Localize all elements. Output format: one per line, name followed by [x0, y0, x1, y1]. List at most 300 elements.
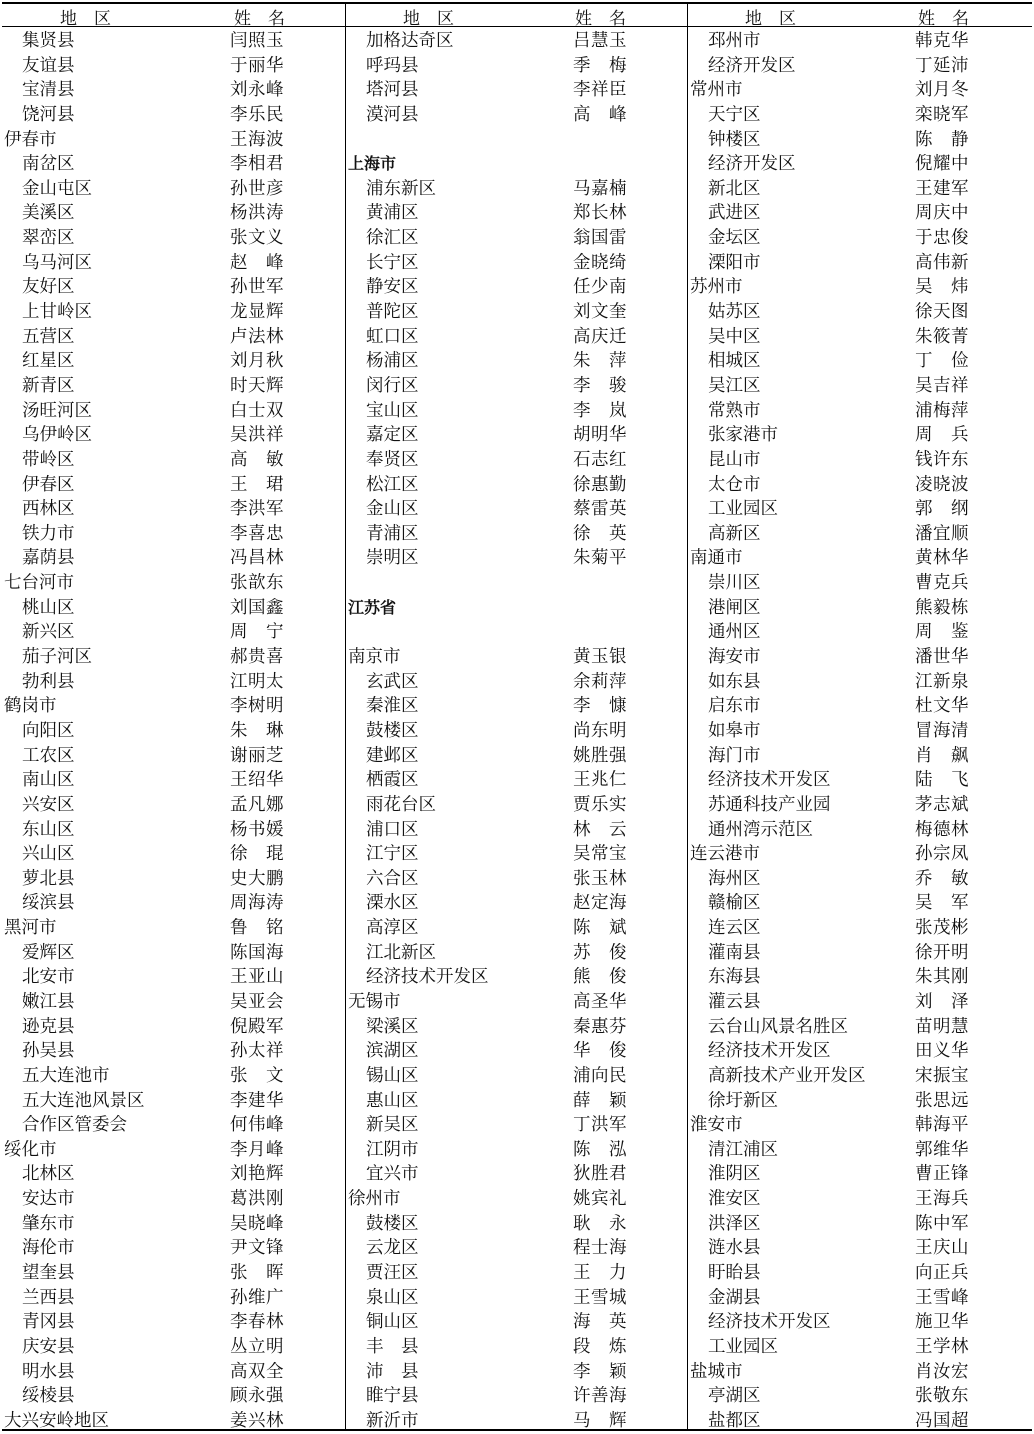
district-name: 钟楼区 — [708, 129, 761, 150]
person-name: 王兆仁 — [573, 770, 627, 791]
person-name: 周 宁 — [230, 622, 284, 643]
table-row — [2, 719, 345, 744]
district-name: 鼓楼区 — [366, 720, 419, 741]
table-row — [2, 349, 345, 374]
district-name: 向阳区 — [22, 720, 75, 741]
district-name: 汤旺河区 — [22, 400, 92, 421]
district-name: 兴山区 — [22, 844, 75, 865]
person-name: 孙维广 — [230, 1287, 284, 1308]
district-name: 经济开发区 — [708, 55, 796, 76]
table-row — [346, 275, 687, 300]
table-row — [688, 374, 1032, 399]
district-name: 如东县 — [708, 671, 761, 692]
person-name: 高双全 — [230, 1361, 284, 1382]
person-name: 潘宜顺 — [915, 523, 969, 544]
person-name: 蔡雷英 — [573, 499, 627, 520]
district-name: 新青区 — [22, 375, 75, 396]
district-name: 茄子河区 — [22, 647, 92, 668]
table-row — [688, 448, 1032, 473]
person-name: 施卫华 — [915, 1312, 969, 1333]
district-name: 惠山区 — [366, 1090, 419, 1111]
table-row — [2, 768, 345, 793]
person-name: 孙世彦 — [230, 178, 284, 199]
table-row — [2, 128, 345, 153]
table-row — [688, 744, 1032, 769]
table-row — [688, 1409, 1032, 1434]
province-heading-row — [346, 152, 687, 177]
table-row — [346, 1335, 687, 1360]
district-name: 相城区 — [708, 351, 761, 372]
table-row — [688, 941, 1032, 966]
table-row — [346, 1015, 687, 1040]
table-row — [688, 1236, 1032, 1261]
district-name: 赣榆区 — [708, 893, 761, 914]
table-row — [688, 251, 1032, 276]
person-name: 程士海 — [573, 1238, 627, 1259]
table-row — [688, 103, 1032, 128]
person-name: 冯国超 — [915, 1410, 969, 1431]
city-name: 鹤岗市 — [4, 696, 57, 717]
table-row — [688, 497, 1032, 522]
table-row — [346, 546, 687, 571]
table-row — [346, 497, 687, 522]
person-name: 丛立明 — [230, 1336, 284, 1357]
person-name: 陈中军 — [915, 1213, 969, 1234]
table-row — [2, 103, 345, 128]
district-name: 鼓楼区 — [366, 1213, 419, 1234]
district-name: 东海县 — [708, 967, 761, 988]
district-name: 宝清县 — [22, 80, 75, 101]
table-row — [2, 1236, 345, 1261]
table-row — [688, 177, 1032, 202]
district-name: 通州区 — [708, 622, 761, 643]
person-name: 卢法林 — [230, 326, 284, 347]
table-row — [346, 349, 687, 374]
person-name: 熊 俊 — [573, 967, 627, 988]
district-name: 新吴区 — [366, 1115, 419, 1136]
district-name: 徐圩新区 — [708, 1090, 778, 1111]
city-name: 绥化市 — [4, 1139, 57, 1160]
table-row — [346, 374, 687, 399]
district-name: 江阴市 — [366, 1139, 419, 1160]
district-name: 崇川区 — [708, 573, 761, 594]
person-name: 吴亚会 — [230, 991, 284, 1012]
name-header: 姓 名 — [234, 9, 285, 29]
region-header: 地 区 — [745, 9, 796, 29]
person-name: 段 炼 — [573, 1336, 627, 1357]
table-row — [2, 1187, 345, 1212]
district-name: 苏通科技产业园 — [708, 794, 831, 815]
table-row — [346, 1212, 687, 1237]
table-row — [688, 916, 1032, 941]
person-name: 徐惠勤 — [573, 474, 627, 495]
district-name: 栖霞区 — [366, 770, 419, 791]
person-name: 贾乐实 — [573, 794, 627, 815]
table-row — [346, 768, 687, 793]
table-row — [346, 1360, 687, 1385]
table-row — [346, 473, 687, 498]
table-row — [346, 522, 687, 547]
person-name: 华 俊 — [573, 1041, 627, 1062]
person-name: 朱 琳 — [230, 720, 284, 741]
table-row — [346, 645, 687, 670]
table-row — [2, 399, 345, 424]
table-row — [688, 793, 1032, 818]
table-row — [2, 325, 345, 350]
district-name: 桃山区 — [22, 597, 75, 618]
district-name: 奉贤区 — [366, 449, 419, 470]
district-name: 工业园区 — [708, 1336, 778, 1357]
person-name: 冒海清 — [915, 720, 969, 741]
table-row — [2, 916, 345, 941]
table-row — [346, 1310, 687, 1335]
table-row — [2, 1286, 345, 1311]
person-name: 尹文锋 — [230, 1238, 284, 1259]
table-row — [346, 103, 687, 128]
person-name: 吴洪祥 — [230, 425, 284, 446]
city-name: 南京市 — [348, 647, 401, 668]
district-name: 浦东新区 — [366, 178, 436, 199]
district-name: 铁力市 — [22, 523, 75, 544]
person-name: 薛 颖 — [573, 1090, 627, 1111]
district-name: 启东市 — [708, 696, 761, 717]
district-name: 绥棱县 — [22, 1386, 75, 1407]
district-name: 嘉荫县 — [22, 548, 75, 569]
district-name: 灌南县 — [708, 942, 761, 963]
district-name: 云龙区 — [366, 1238, 419, 1259]
table-row — [2, 1384, 345, 1409]
district-name: 江北新区 — [366, 942, 436, 963]
city-name: 伊春市 — [4, 129, 57, 150]
person-name: 朱菊平 — [573, 548, 627, 569]
person-name: 姚胜强 — [573, 745, 627, 766]
person-name: 陈 静 — [915, 129, 969, 150]
person-name: 刘艳辉 — [230, 1164, 284, 1185]
person-name: 吴 军 — [915, 893, 969, 914]
person-name: 张文义 — [230, 228, 284, 249]
person-name: 倪耀中 — [915, 154, 969, 175]
table-row — [2, 891, 345, 916]
district-name: 庆安县 — [22, 1336, 75, 1357]
table-row — [346, 448, 687, 473]
table-row — [688, 719, 1032, 744]
table-row — [346, 1286, 687, 1311]
person-name: 刘永峰 — [230, 80, 284, 101]
district-name: 邳州市 — [708, 31, 761, 51]
table-row — [346, 1409, 687, 1434]
table-row — [346, 1039, 687, 1064]
person-name: 张玉林 — [573, 868, 627, 889]
person-name: 黄林华 — [915, 548, 969, 569]
table-row — [688, 275, 1032, 300]
person-name: 苏 俊 — [573, 942, 627, 963]
table-row — [688, 152, 1032, 177]
district-name: 静安区 — [366, 277, 419, 298]
district-name: 普陀区 — [366, 302, 419, 323]
district-name: 新兴区 — [22, 622, 75, 643]
district-name: 溧阳市 — [708, 252, 761, 273]
district-name: 高新技术产业开发区 — [708, 1065, 866, 1086]
district-name: 上甘岭区 — [22, 302, 92, 323]
district-name: 勃利县 — [22, 671, 75, 692]
city-name: 大兴安岭地区 — [4, 1410, 109, 1431]
person-name: 李 颖 — [573, 1361, 627, 1382]
district-name: 海伦市 — [22, 1238, 75, 1259]
table-row — [2, 818, 345, 843]
person-name: 高伟新 — [915, 252, 969, 273]
district-name: 徐汇区 — [366, 228, 419, 249]
province-name: 上海市 — [348, 154, 397, 174]
table-row — [346, 793, 687, 818]
name-header: 姓 名 — [575, 9, 626, 29]
table-row — [688, 1113, 1032, 1138]
table-row — [688, 1335, 1032, 1360]
table-row — [2, 571, 345, 596]
person-name: 秦惠芬 — [573, 1016, 627, 1037]
person-name: 潘世华 — [915, 647, 969, 668]
person-name: 江新泉 — [915, 671, 969, 692]
district-name: 吴中区 — [708, 326, 761, 347]
person-name: 刘月秋 — [230, 351, 284, 372]
region-header: 地 区 — [403, 9, 454, 29]
district-name: 金山区 — [366, 499, 419, 520]
person-name: 尚东明 — [573, 720, 627, 741]
table-row — [2, 152, 345, 177]
table-row — [346, 670, 687, 695]
district-name: 加格达奇区 — [366, 31, 454, 51]
person-name: 孙世军 — [230, 277, 284, 298]
table-row — [688, 1138, 1032, 1163]
table-row — [688, 1015, 1032, 1040]
table-row — [2, 1261, 345, 1286]
person-name: 刘国鑫 — [230, 597, 284, 618]
district-name: 兰西县 — [22, 1287, 75, 1308]
table-row — [346, 1089, 687, 1114]
district-name: 经济技术开发区 — [366, 967, 489, 988]
table-row — [2, 1360, 345, 1385]
district-name: 美溪区 — [22, 203, 75, 224]
table-row — [346, 818, 687, 843]
person-name: 高圣华 — [573, 991, 627, 1012]
person-name: 马 辉 — [573, 1410, 627, 1431]
table-row — [346, 694, 687, 719]
person-name: 赵 峰 — [230, 252, 284, 273]
person-name: 熊毅栋 — [915, 597, 969, 618]
city-name: 七台河市 — [4, 573, 74, 594]
person-name: 李春林 — [230, 1312, 284, 1333]
person-name: 马嘉楠 — [573, 178, 627, 199]
person-name: 周 兵 — [915, 425, 969, 446]
person-name: 陈 泓 — [573, 1139, 627, 1160]
district-name: 昆山市 — [708, 449, 761, 470]
district-name: 虹口区 — [366, 326, 419, 347]
district-name: 滨湖区 — [366, 1041, 419, 1062]
district-name: 望奎县 — [22, 1263, 75, 1284]
table-row — [346, 842, 687, 867]
table-row — [346, 251, 687, 276]
name-header: 姓 名 — [918, 9, 969, 29]
city-name: 淮安市 — [690, 1115, 743, 1136]
table-row — [688, 546, 1032, 571]
person-name: 王雪峰 — [915, 1287, 969, 1308]
person-name: 金晓绮 — [573, 252, 627, 273]
person-name: 张思远 — [915, 1090, 969, 1111]
column-header — [688, 2, 1032, 27]
table-row — [688, 522, 1032, 547]
table-row — [688, 842, 1032, 867]
person-name: 冯昌林 — [230, 548, 284, 569]
table-row — [346, 423, 687, 448]
district-name: 带岭区 — [22, 449, 75, 470]
table-row — [2, 54, 345, 79]
person-name: 乔 敏 — [915, 868, 969, 889]
table-row — [688, 1310, 1032, 1335]
table-row — [688, 1212, 1032, 1237]
table-row — [2, 965, 345, 990]
person-name: 李乐民 — [230, 104, 284, 125]
table-row — [688, 990, 1032, 1015]
table-row — [2, 990, 345, 1015]
district-name: 明水县 — [22, 1361, 75, 1382]
district-name: 南山区 — [22, 770, 75, 791]
column-header — [2, 2, 345, 27]
district-name: 青浦区 — [366, 523, 419, 544]
district-name: 洪泽区 — [708, 1213, 761, 1234]
district-name: 浦口区 — [366, 819, 419, 840]
district-name: 新沂市 — [366, 1410, 419, 1431]
person-name: 王海波 — [230, 129, 284, 150]
person-name: 吕慧玉 — [573, 31, 627, 51]
person-name: 赵定海 — [573, 893, 627, 914]
district-name: 工农区 — [22, 745, 75, 766]
person-name: 栾晓军 — [915, 104, 969, 125]
person-name: 王海兵 — [915, 1189, 969, 1210]
city-name: 南通市 — [690, 548, 743, 569]
person-name: 龙显辉 — [230, 302, 284, 323]
district-name: 新北区 — [708, 178, 761, 199]
table-row — [688, 645, 1032, 670]
district-name: 经济技术开发区 — [708, 1041, 831, 1062]
district-name: 江宁区 — [366, 844, 419, 865]
table-row — [688, 473, 1032, 498]
person-name: 朱其刚 — [915, 967, 969, 988]
table-row — [346, 1261, 687, 1286]
table-row — [2, 1212, 345, 1237]
table-row — [346, 1236, 687, 1261]
district-name: 青冈县 — [22, 1312, 75, 1333]
person-name: 时天辉 — [230, 375, 284, 396]
person-name: 浦向民 — [573, 1065, 627, 1086]
table-row — [688, 818, 1032, 843]
district-name: 武进区 — [708, 203, 761, 224]
person-name: 宋振宝 — [915, 1065, 969, 1086]
person-name: 王庆山 — [915, 1238, 969, 1259]
district-name: 高淳区 — [366, 918, 419, 939]
district-name: 如皋市 — [708, 720, 761, 741]
person-name: 田义华 — [915, 1041, 969, 1062]
district-name: 北林区 — [22, 1164, 75, 1185]
person-name: 许善海 — [573, 1386, 627, 1407]
district-name: 玄武区 — [366, 671, 419, 692]
table-row — [2, 374, 345, 399]
table-row — [346, 201, 687, 226]
district-name: 西林区 — [22, 499, 75, 520]
table-column-2 — [345, 2, 687, 1431]
province-name: 江苏省 — [348, 597, 397, 617]
district-name: 乌伊岭区 — [22, 425, 92, 446]
table-row — [346, 744, 687, 769]
person-name: 肖 飙 — [915, 745, 969, 766]
table-row — [346, 1113, 687, 1138]
person-name: 茅志斌 — [915, 794, 969, 815]
table-row — [688, 620, 1032, 645]
table-row — [2, 694, 345, 719]
table-row — [346, 990, 687, 1015]
district-name: 清江浦区 — [708, 1139, 778, 1160]
table-row — [2, 448, 345, 473]
table-row — [346, 226, 687, 251]
table-row — [2, 1310, 345, 1335]
person-name: 翁国雷 — [573, 228, 627, 249]
table-row — [346, 965, 687, 990]
person-name: 梅德林 — [915, 819, 969, 840]
table-row — [688, 596, 1032, 621]
table-row — [688, 54, 1032, 79]
table-row — [2, 1335, 345, 1360]
person-name: 郝贵喜 — [230, 647, 284, 668]
person-name: 丁洪军 — [573, 1115, 627, 1136]
district-name: 高新区 — [708, 523, 761, 544]
table-row — [688, 201, 1032, 226]
table-row — [2, 1409, 345, 1434]
table-column-1 — [2, 2, 345, 1431]
person-name: 曹克兵 — [915, 573, 969, 594]
person-name: 郭维华 — [915, 1139, 969, 1160]
person-name: 王学林 — [915, 1336, 969, 1357]
person-name: 刘 泽 — [915, 991, 969, 1012]
district-name: 五大连池风景区 — [22, 1090, 145, 1111]
table-row — [688, 78, 1032, 103]
district-name: 嫩江县 — [22, 991, 75, 1012]
table-row — [688, 1384, 1032, 1409]
table-row — [2, 842, 345, 867]
district-name: 金坛区 — [708, 228, 761, 249]
table-row — [2, 423, 345, 448]
district-name: 金山屯区 — [22, 178, 92, 199]
spacer-row — [346, 620, 687, 645]
table-row — [2, 744, 345, 769]
table-row — [688, 1162, 1032, 1187]
person-name: 狄胜君 — [573, 1164, 627, 1185]
table-row — [688, 300, 1032, 325]
table-row — [688, 1089, 1032, 1114]
district-name: 云台山风景名胜区 — [708, 1016, 848, 1037]
district-name: 金湖县 — [708, 1287, 761, 1308]
person-name: 谢丽芝 — [230, 745, 284, 766]
rows-container — [688, 29, 1032, 1434]
person-name: 于忠俊 — [915, 228, 969, 249]
person-name: 李祥臣 — [573, 80, 627, 101]
person-name: 李月峰 — [230, 1139, 284, 1160]
person-name: 闫照玉 — [230, 31, 284, 51]
district-name: 通州湾示范区 — [708, 819, 813, 840]
table-row — [346, 891, 687, 916]
district-name: 肇东市 — [22, 1213, 75, 1234]
table-row — [688, 423, 1032, 448]
district-name: 盐都区 — [708, 1410, 761, 1431]
district-name: 海安市 — [708, 647, 761, 668]
person-name: 王亚山 — [230, 967, 284, 988]
